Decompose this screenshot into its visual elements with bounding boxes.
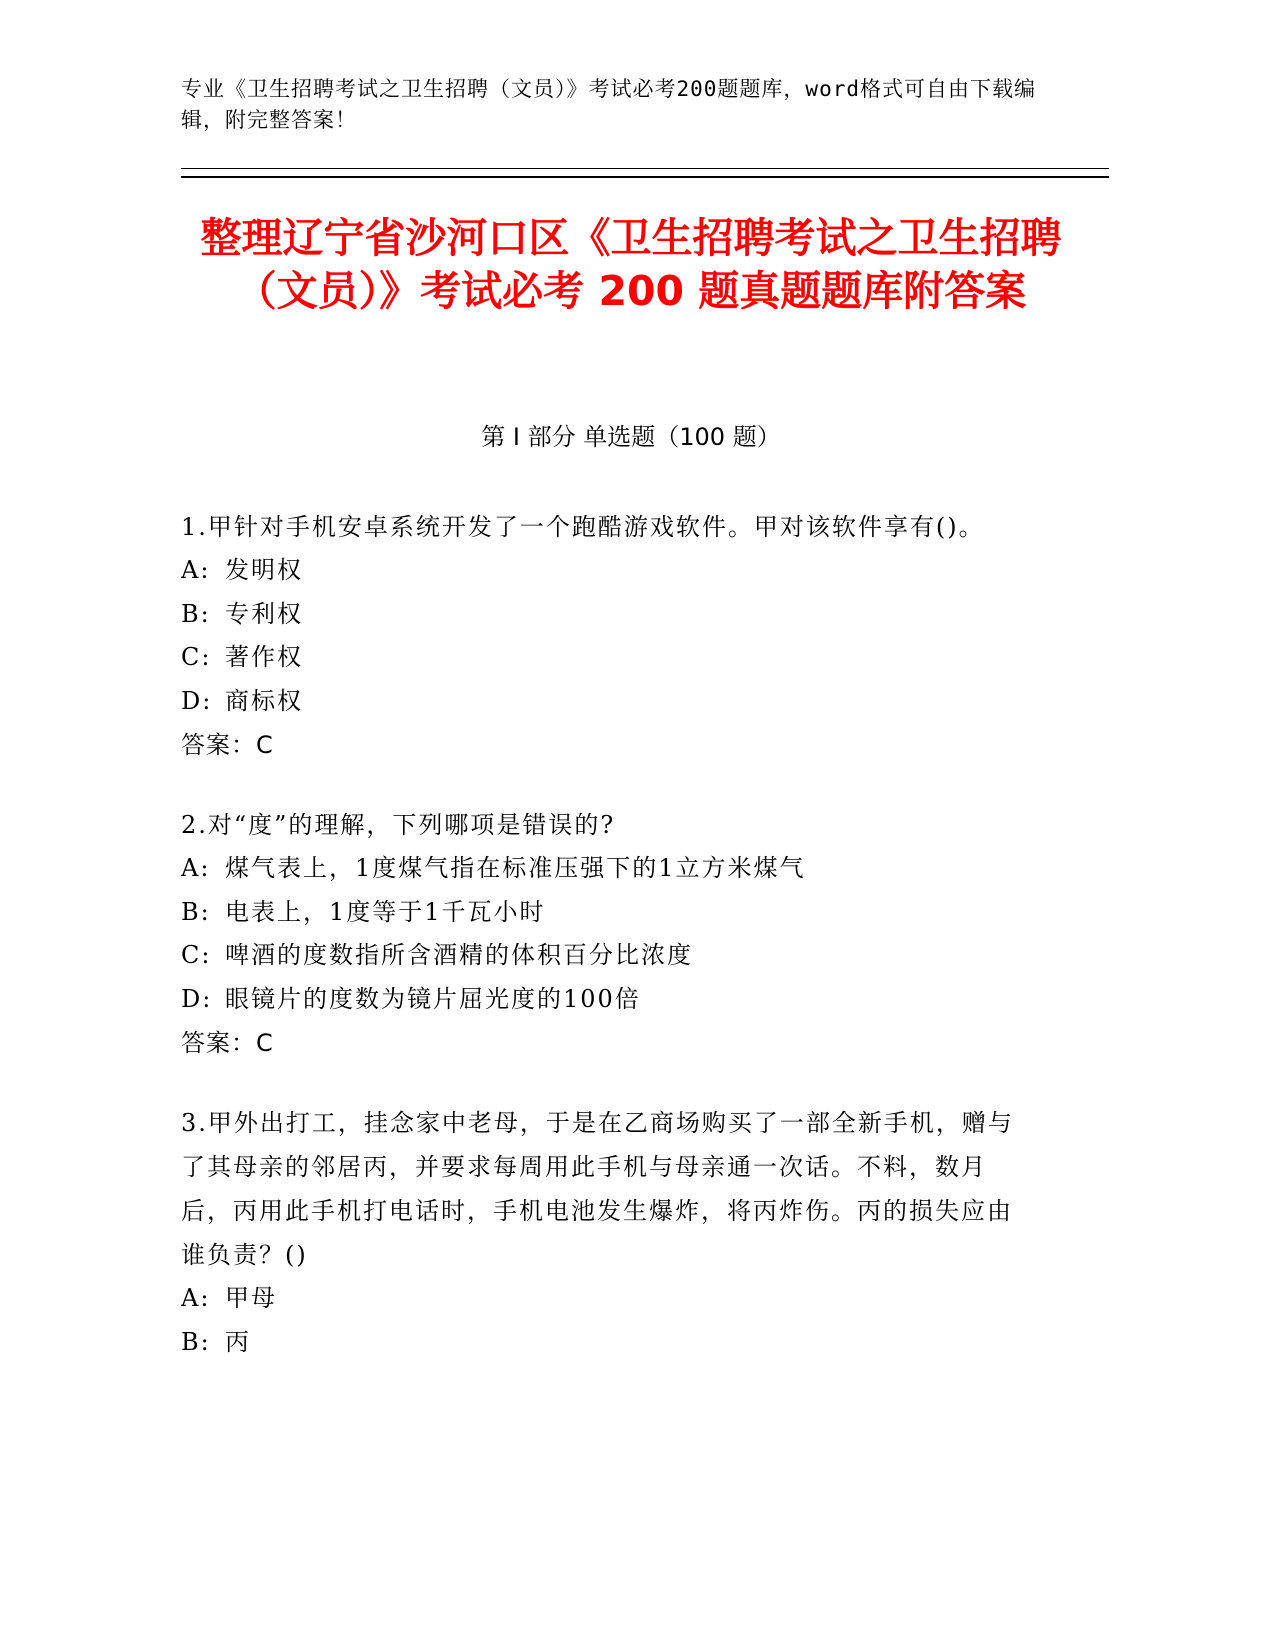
- option-d: [181, 978, 1031, 1022]
- question-1: [181, 505, 1031, 767]
- option-text: 电表上，1度等于1千瓦小时: [225, 897, 546, 926]
- option-letter: A:: [181, 854, 211, 882]
- option-text: 甲母: [225, 1284, 277, 1312]
- option-letter: C:: [181, 941, 212, 969]
- option-letter: A:: [181, 556, 211, 584]
- answer: 答案：C: [181, 1029, 274, 1057]
- option-text: 商标权: [225, 686, 303, 715]
- option-b: [181, 891, 1031, 935]
- option-text: 著作权: [225, 643, 303, 671]
- question-2: [181, 803, 1031, 1065]
- option-text: 专利权: [225, 599, 303, 628]
- option-letter: C:: [181, 643, 212, 671]
- option-b: [181, 593, 1031, 637]
- question-stem: 2.对“度”的理解，下列哪项是错误的?: [181, 811, 616, 839]
- option-c: [181, 934, 1031, 978]
- section-title: 第 I 部分 单选题（100 题）: [481, 423, 781, 451]
- option-text: 煤气表上，1度煤气指在标准压强下的1立方米煤气: [225, 854, 806, 882]
- option-letter: B:: [181, 1327, 211, 1356]
- option-letter: B:: [181, 599, 211, 628]
- option-b: [181, 1321, 1031, 1365]
- option-letter: D:: [181, 984, 213, 1013]
- option-a: [181, 847, 1031, 891]
- option-text: 发明权: [225, 556, 303, 584]
- option-text: 啤酒的度数指所含酒精的体积百分比浓度: [225, 941, 693, 969]
- document-title: 整理辽宁省沙河口区《卫生招聘考试之卫生招聘（文员）》考试必考 200 题真题题库附答案: [200, 214, 1062, 315]
- question-3: [181, 1101, 1031, 1364]
- option-text: 丙: [225, 1327, 251, 1356]
- answer: 答案：C: [181, 731, 274, 759]
- header-note: 专业《卫生招聘考试之卫生招聘（文员）》考试必考200题题库，word格式可自由下载编辑，附完整答案！: [181, 77, 1036, 132]
- option-letter: B:: [181, 897, 211, 926]
- option-letter: A:: [181, 1284, 211, 1312]
- option-a: [181, 1277, 1031, 1321]
- question-list: [181, 505, 1031, 1400]
- option-a: [181, 549, 1031, 593]
- option-c: [181, 636, 1031, 680]
- option-letter: D:: [181, 686, 213, 715]
- option-d: [181, 680, 1031, 724]
- option-text: 眼镜片的度数为镜片屈光度的100倍: [225, 984, 641, 1013]
- header-divider-thick: [181, 176, 1109, 178]
- question-stem: 1.甲针对手机安卓系统开发了一个跑酷游戏软件。甲对该软件享有()。: [181, 513, 985, 541]
- header-divider-thin: [181, 168, 1109, 169]
- question-stem: 3.甲外出打工，挂念家中老母，于是在乙商场购买了一部全新手机，赠与了其母亲的邻居丙，并要求每周用此手机与母亲通一次话。不料，数月后，丙用此手机打电话时，手机电池发生爆炸，将丙炸伤。丙的损失应由谁负责？(): [181, 1109, 1014, 1269]
